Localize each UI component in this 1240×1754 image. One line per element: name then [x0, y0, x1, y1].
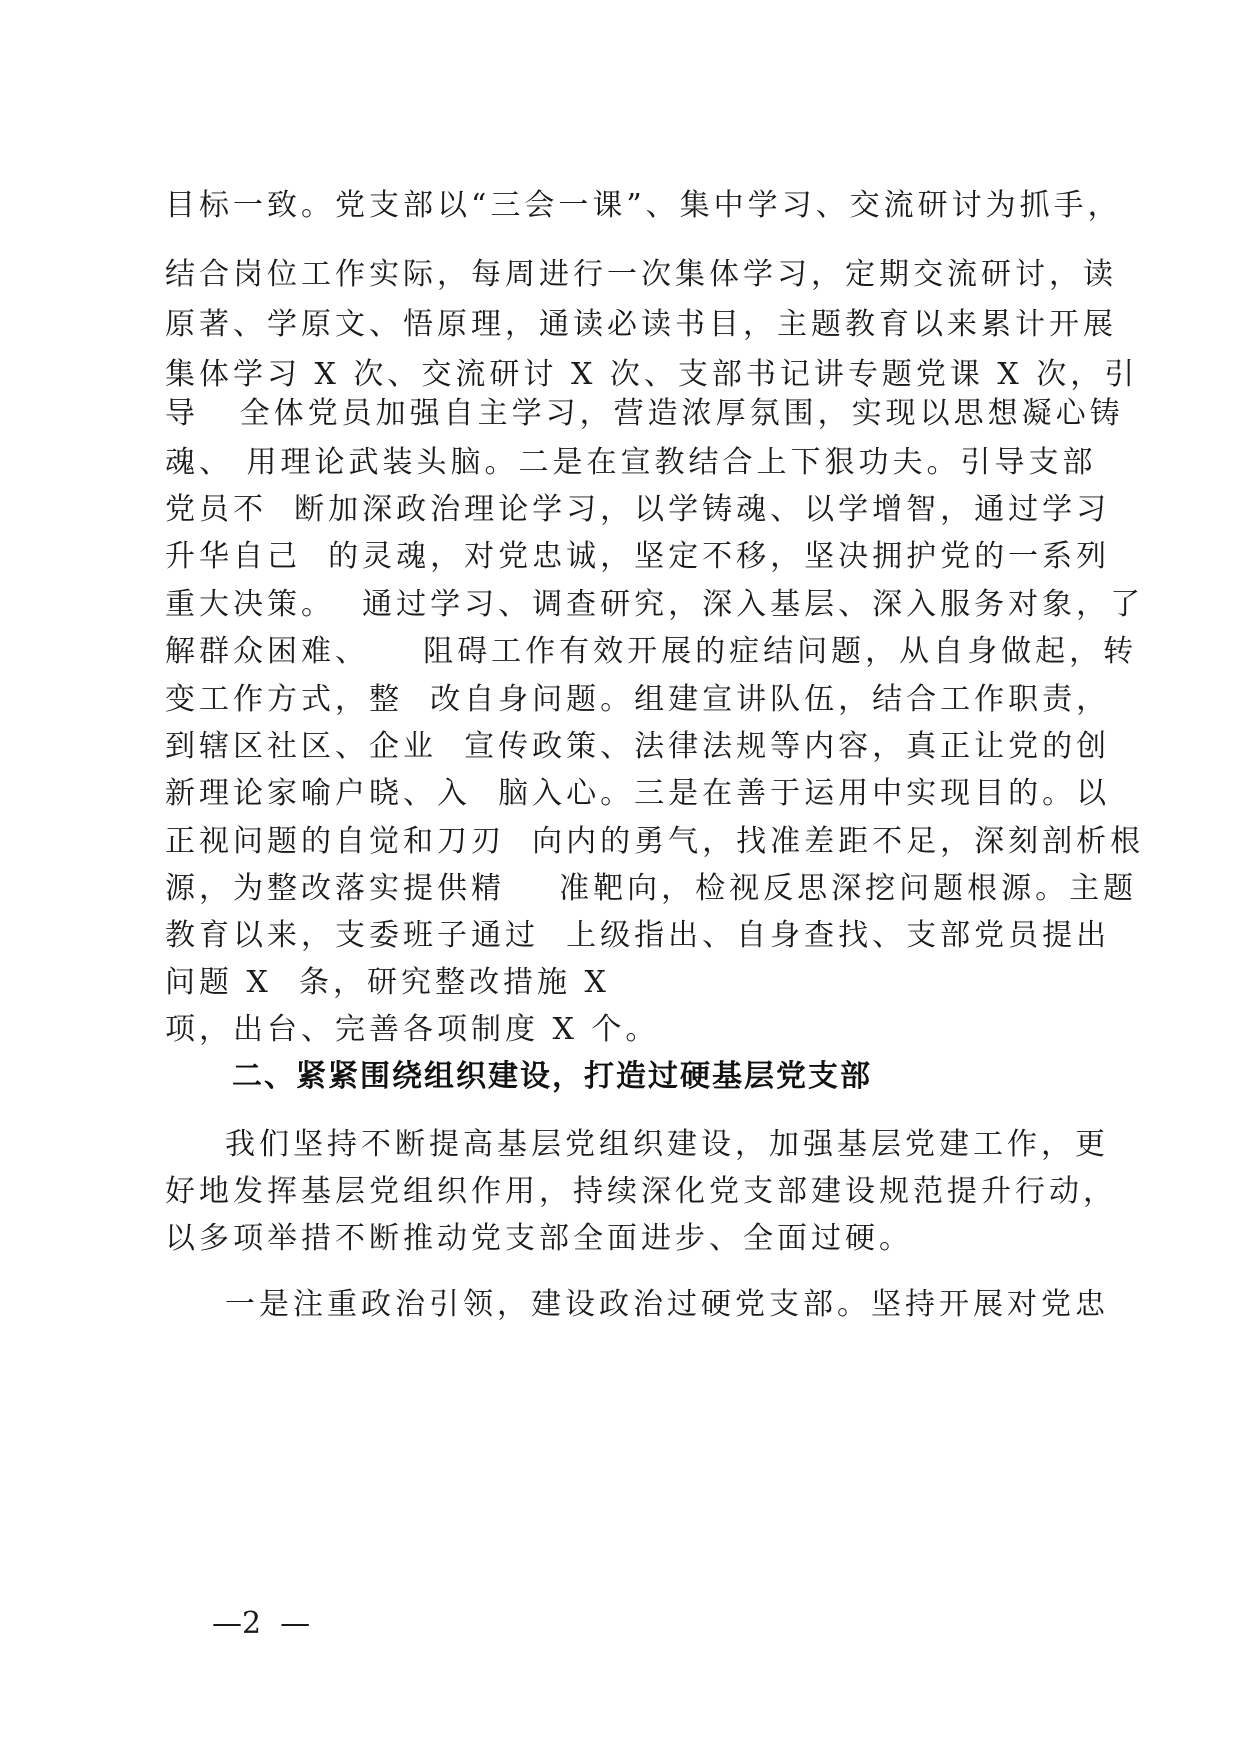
body-line: 集体学习 X 次、交流研讨 X 次、支部书记讲专题党课 X 次，引	[165, 357, 1139, 392]
section-heading: 二、紧紧围绕组织建设，打造过硬基层党支部	[232, 1059, 872, 1094]
body-line: 源，为整改落实提供精 准靶向，检视反思深挖问题根源。主题	[165, 871, 1138, 906]
page-number: —2 —	[212, 1606, 311, 1641]
body-line: 党员不 断加深政治理论学习，以学铸魂、以学增智，通过学习	[165, 492, 1111, 527]
body-line: 新理论家喻户晓、入 脑入心。三是在善于运用中实现目的。以	[165, 776, 1111, 811]
body-line: 目标一致。党支部以“三会一课”、集中学习、交流研讨为抓手，	[165, 188, 1122, 223]
body-line: 重大决策。 通过学习、调查研究，深入基层、深入服务对象，了	[165, 587, 1145, 622]
body-line: 结合岗位工作实际，每周进行一次集体学习，定期交流研讨，读	[165, 257, 1117, 292]
body-line: 到辖区社区、企业 宣传政策、法律法规等内容，真正让党的创	[165, 729, 1111, 764]
body-line: 好地发挥基层党组织作用，持续深化党支部建设规范提升行动，	[165, 1174, 1117, 1209]
body-line: 一是注重政治引领，建设政治过硬党支部。坚持开展对党忠	[225, 1287, 1109, 1322]
body-line: 以多项举措不断推动党支部全面进步、全面过硬。	[165, 1221, 913, 1256]
body-line: 正视问题的自觉和刀刃 向内的勇气，找准差距不足，深刻剖析根	[165, 824, 1145, 859]
body-line: 原著、学原文、悟原理，通读必读书目，主题教育以来累计开展	[165, 307, 1117, 342]
body-line: 问题 X 条，研究整改措施 X	[165, 965, 610, 1000]
body-line: 升华自己 的灵魂，对党忠诚，坚定不移，坚决拥护党的一系列	[165, 539, 1111, 574]
body-line: 魂、 用理论武装头脑。二是在宣教结合上下狠功夫。引导支部	[165, 445, 1097, 480]
body-line: 导 全体党员加强自主学习，营造浓厚氛围，实现以思想凝心铸	[165, 396, 1124, 431]
body-line: 解群众困难、 阻碍工作有效开展的症结问题，从自身做起，转	[165, 634, 1138, 669]
body-line: 教育以来，支委班子通过 上级指出、自身查找、支部党员提出	[165, 918, 1111, 953]
body-line: 项，出台、完善各项制度 X 个。	[165, 1012, 660, 1047]
body-line: 变工作方式，整 改自身问题。组建宣讲队伍，结合工作职责，	[165, 682, 1111, 717]
body-line: 我们坚持不断提高基层党组织建设，加强基层党建工作，更	[225, 1127, 1109, 1162]
